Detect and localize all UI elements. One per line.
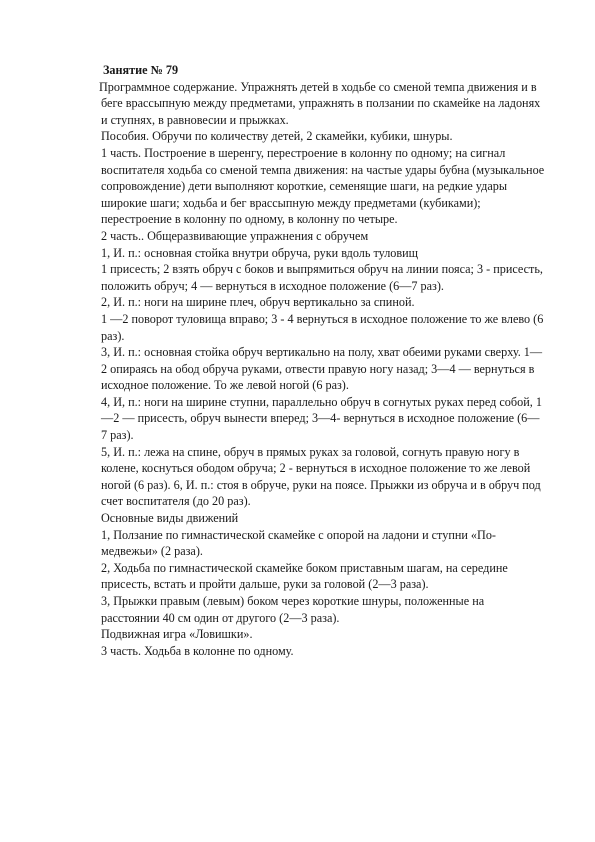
paragraph: 1, И. п.: основная стойка внутри обруча, руки вдоль туловищ: [101, 245, 419, 260]
paragraph: 3 часть. Ходьба в колонне по одному.: [101, 643, 294, 658]
paragraph: 2 часть.. Общеразвивающие упражнения с обручем: [101, 228, 369, 243]
paragraph: Программное содержание. Упражнять детей в ходьбе со сменой темпа движения и в беге врассыпную между предметами, упражнять в ползании по скамейке на ладонях и ступнях, в равновесии и прыжках.: [99, 79, 541, 127]
lesson-title: Занятие № 79: [103, 63, 179, 77]
paragraph: 3, И. п.: основная стойка обруч вертикально на полу, хват обеими руками сверху. 1—2 опираясь на обод обруча руками, отвести правую ногу назад; 3—4 — вернуться в исходное положение. То же левой ногой (6 раз).: [101, 345, 543, 393]
paragraph: 2, И. п.: ноги на ширине плеч, обруч вертикально за спиной.: [101, 295, 415, 310]
paragraph: 1 часть. Построение в шеренгу, перестроение в колонну по одному; на сигнал воспитателя ходьба со сменой темпа движения: на частые удары бубна (музыкальное сопровождение) дети выполняют короткие, семенящие шаги, на редкие удары широкие шаги; ходьба и бег врассыпную между предметами (кубиками); перестроение в колонну по одному, в колонну по четыре.: [101, 145, 545, 227]
paragraph: 1, Ползание по гимнастической скамейке с опорой на ладони и ступни «По-медвежьи» (2 раза).: [101, 527, 496, 559]
paragraph: 4, И, п.: ноги на ширине ступни, параллельно обруч в согнутых руках перед собой, 1—2 — присесть, обруч вынести вперед; 3—4- вернуться в исходное положение (6—7 раз).: [101, 394, 542, 443]
paragraph: Основные виды движений: [101, 511, 239, 526]
paragraph: 2, Ходьба по гимнастической скамейке боком приставным шагам, на середине присесть, встать и пройти дальше, руки за головой (2—3 раза).: [101, 560, 508, 592]
paragraph: 3, Прыжки правым (левым) боком через короткие шнуры, положенные на расстоянии 40 см один от другого (2—3 раза).: [101, 594, 485, 625]
document-page: [101, 62, 545, 659]
paragraph: Пособия. Обручи по количеству детей, 2 скамейки, кубики, шнуры.: [101, 129, 453, 144]
document-body: [101, 79, 545, 660]
paragraph: 1 —2 поворот туловища вправо; 3 - 4 вернуться в исходное положение то же влево (6 раз).: [101, 311, 544, 343]
paragraph: 5, И. п.: лежа на спине, обруч в прямых руках за головой, согнуть правую ногу в колене, коснуться ободом обруча; 2 - вернуться в исходное положение то же левой ногой (6 раз). 6, И. п.: стоя в обруче, руки на поясе. Прыжки из обруча и в обруч под счет воспитателя (до 20 раз).: [101, 444, 541, 509]
paragraph: 1 присесть; 2 взять обруч с боков и выпрямиться обруч на линии пояса; 3 - присесть, положить обруч; 4 — вернуться в исходное положение (6—7 раз).: [101, 262, 543, 293]
paragraph: Подвижная игра «Ловишки».: [101, 627, 253, 642]
